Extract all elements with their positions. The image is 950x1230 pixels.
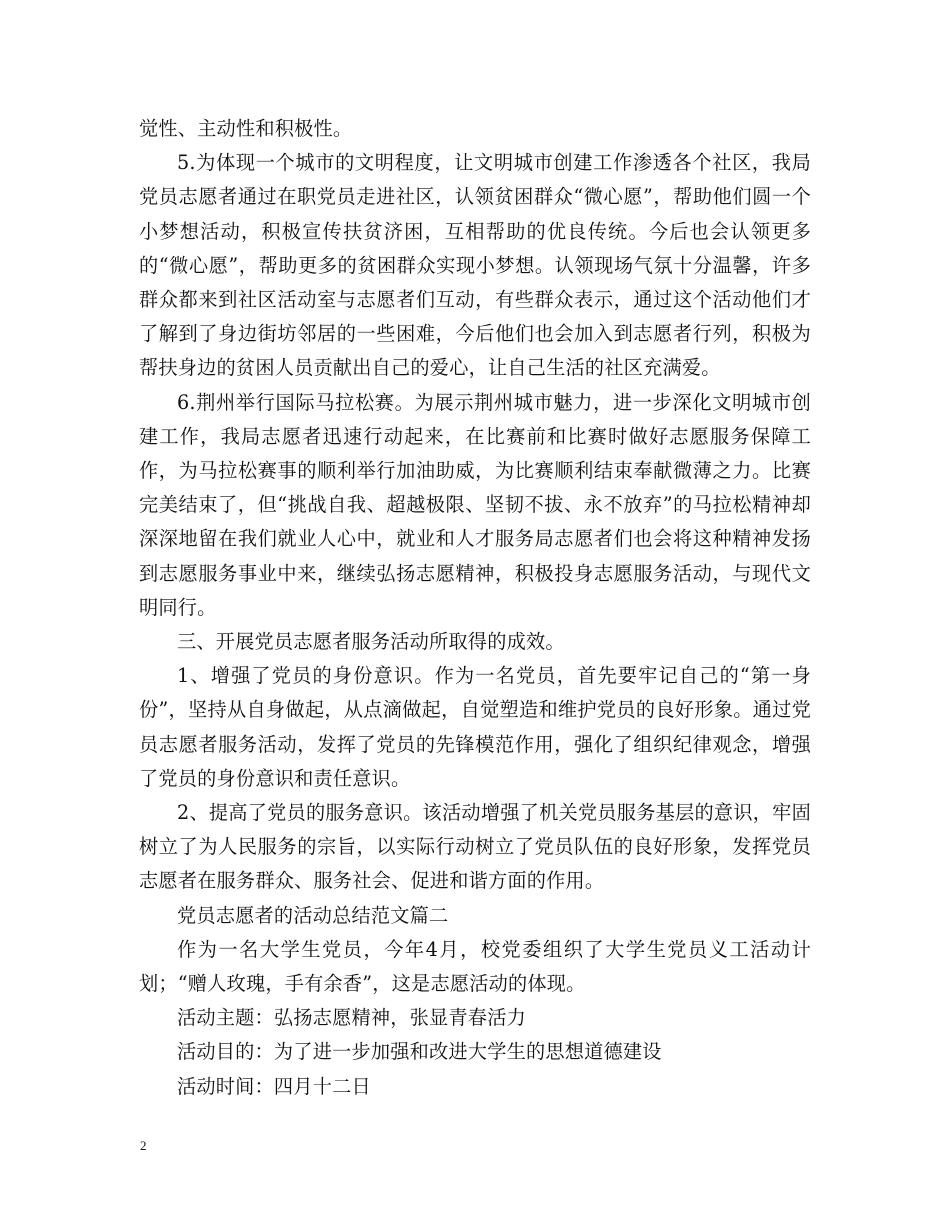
paragraph-intro: 作为一名大学生党员，今年4月，校党委组织了大学生党员义工活动计划；“赠人玫瑰，手有余香”，这是志愿活动的体现。 xyxy=(139,937,811,996)
paragraph-result-1: 1、增强了党员的身份意识。作为一名党员，首先要牢记自己的“第一身份”，坚持从自身做起，从点滴做起，自觉塑造和维护党员的良好形象。通过党员志愿者服务活动，发挥了党员的先锋模范作用，强化了组织纪律观念，增强了党员的身份意识和责任意识。 xyxy=(139,664,811,790)
document-body xyxy=(139,112,811,1104)
paragraph-result-2: 2、提高了党员的服务意识。该活动增强了机关党员服务基层的意识，牢固树立了为人民服务的宗旨，以实际行动树立了党员队伍的良好形象，发挥党员志愿者在服务群众、服务社会、促进和谐方面的作用。 xyxy=(139,801,811,893)
paragraph-continuation: 觉性、主动性和积极性。 xyxy=(139,117,353,140)
paragraph-item-5: 5.为体现一个城市的文明程度，让文明城市创建工作渗透各个社区，我局党员志愿者通过在职党员走进社区，认领贫困群众“微心愿”，帮助他们圆一个小梦想活动，积极宣传扶贫济困，互相帮助的优良传统。今后也会认领更多的“微心愿”，帮助更多的贫困群众实现小梦想。认领现场气氛十分温馨，许多群众都来到社区活动室与志愿者们互动，有些群众表示，通过这个活动他们才了解到了身边街坊邻居的一些困难，今后他们也会加入到志愿者行列，积极为帮扶身边的贫困人员贡献出自己的爱心，让自己生活的社区充满爱。 xyxy=(139,151,811,380)
article-title-2: 党员志愿者的活动总结范文篇二 xyxy=(177,903,449,927)
paragraph-item-6: 6.荆州举行国际马拉松赛。为展示荆州城市魅力，进一步深化文明城市创建工作，我局志愿者迅速行动起来，在比赛前和比赛时做好志愿服务保障工作，为马拉松赛事的顺利举行加油助威，为比赛顺利结束奉献微薄之力。比赛完美结束了，但“挑战自我、超越极限、坚韧不拔、永不放弃”的马拉松精神却深深地留在我们就业人心中，就业和人才服务局志愿者们也会将这种精神发扬到志愿服务事业中来，继续弘扬志愿精神，积极投身志愿服务活动，与现代文明同行。 xyxy=(139,390,811,619)
activity-purpose: 活动目的：为了进一步加强和改进大学生的思想道德建设 xyxy=(177,1040,662,1064)
activity-time: 活动时间：四月十二日 xyxy=(177,1074,371,1098)
section-heading-3: 三、开展党员志愿者服务活动所取得的成效。 xyxy=(177,630,565,654)
activity-theme: 活动主题：弘扬志愿精神，张显青春活力 xyxy=(177,1006,526,1030)
page-number: 2 xyxy=(140,1138,147,1153)
